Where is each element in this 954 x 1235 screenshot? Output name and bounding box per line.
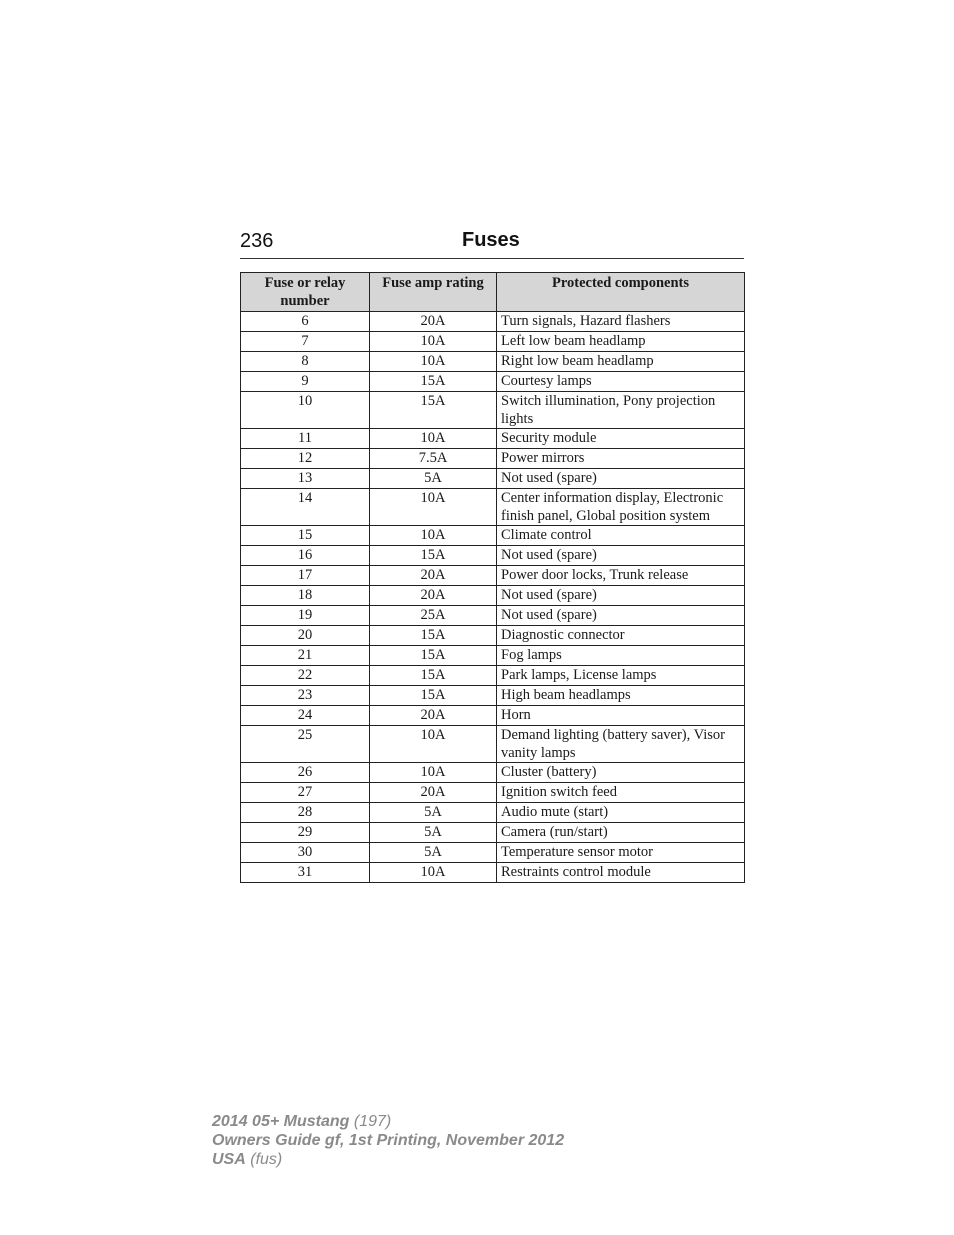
protected-components-cell: Security module xyxy=(497,429,745,449)
amp-rating-cell: 10A xyxy=(370,726,497,763)
fuse-number-cell: 12 xyxy=(241,449,370,469)
footer-line-3 xyxy=(212,1150,564,1169)
table-row xyxy=(241,626,745,646)
fuse-number-cell: 20 xyxy=(241,626,370,646)
protected-components-cell: Ignition switch feed xyxy=(497,783,745,803)
table-row xyxy=(241,823,745,843)
table-row xyxy=(241,606,745,626)
amp-rating-cell: 20A xyxy=(370,566,497,586)
amp-rating-cell: 10A xyxy=(370,763,497,783)
table-row xyxy=(241,843,745,863)
protected-components-cell: Left low beam headlamp xyxy=(497,332,745,352)
table-row xyxy=(241,392,745,429)
protected-components-cell: Park lamps, License lamps xyxy=(497,666,745,686)
fuse-number-cell: 17 xyxy=(241,566,370,586)
footer-line-1 xyxy=(212,1112,564,1131)
amp-rating-cell: 10A xyxy=(370,352,497,372)
protected-components-cell: Climate control xyxy=(497,526,745,546)
protected-components-cell: Not used (spare) xyxy=(497,469,745,489)
table-row xyxy=(241,566,745,586)
table-row xyxy=(241,763,745,783)
page-number: 236 xyxy=(240,230,274,252)
fuse-number-cell: 29 xyxy=(241,823,370,843)
amp-rating-cell: 15A xyxy=(370,546,497,566)
table-row xyxy=(241,783,745,803)
table-row xyxy=(241,686,745,706)
protected-components-cell: Right low beam headlamp xyxy=(497,352,745,372)
protected-components-cell: Not used (spare) xyxy=(497,546,745,566)
table-row xyxy=(241,352,745,372)
fuse-number-cell: 7 xyxy=(241,332,370,352)
amp-rating-cell: 10A xyxy=(370,429,497,449)
fuse-number-cell: 24 xyxy=(241,706,370,726)
footer-model-code: (197) xyxy=(353,1113,392,1130)
protected-components-cell: Turn signals, Hazard flashers xyxy=(497,312,745,332)
table-body xyxy=(241,312,745,883)
table-row xyxy=(241,429,745,449)
protected-components-cell: Restraints control module xyxy=(497,863,745,883)
protected-components-cell: Audio mute (start) xyxy=(497,803,745,823)
table-row xyxy=(241,546,745,566)
fuse-number-cell: 9 xyxy=(241,372,370,392)
column-header-fuse-number: Fuse or relay number xyxy=(241,273,370,312)
fuse-number-cell: 18 xyxy=(241,586,370,606)
protected-components-cell: Not used (spare) xyxy=(497,586,745,606)
table-row xyxy=(241,332,745,352)
fuse-number-cell: 11 xyxy=(241,429,370,449)
amp-rating-cell: 10A xyxy=(370,332,497,352)
amp-rating-cell: 15A xyxy=(370,372,497,392)
amp-rating-cell: 7.5A xyxy=(370,449,497,469)
fuse-number-cell: 22 xyxy=(241,666,370,686)
table-row xyxy=(241,449,745,469)
fuse-number-cell: 10 xyxy=(241,392,370,429)
table-header-row xyxy=(241,273,745,312)
amp-rating-cell: 20A xyxy=(370,312,497,332)
amp-rating-cell: 20A xyxy=(370,706,497,726)
protected-components-cell: Power mirrors xyxy=(497,449,745,469)
table-row xyxy=(241,469,745,489)
footer-line-2: Owners Guide gf, 1st Printing, November 2012 xyxy=(212,1132,565,1149)
table-row xyxy=(241,586,745,606)
amp-rating-cell: 10A xyxy=(370,863,497,883)
fuse-number-cell: 15 xyxy=(241,526,370,546)
protected-components-cell: Fog lamps xyxy=(497,646,745,666)
table-row xyxy=(241,863,745,883)
protected-components-cell: Power door locks, Trunk release xyxy=(497,566,745,586)
fuse-number-cell: 31 xyxy=(241,863,370,883)
protected-components-cell: Horn xyxy=(497,706,745,726)
protected-components-cell: Not used (spare) xyxy=(497,606,745,626)
footer-region: USA xyxy=(212,1151,246,1168)
fuse-number-cell: 21 xyxy=(241,646,370,666)
amp-rating-cell: 15A xyxy=(370,392,497,429)
page-header xyxy=(240,228,744,259)
table-row xyxy=(241,706,745,726)
table-row xyxy=(241,489,745,526)
protected-components-cell: Camera (run/start) xyxy=(497,823,745,843)
amp-rating-cell: 5A xyxy=(370,843,497,863)
protected-components-cell: Diagnostic connector xyxy=(497,626,745,646)
fuse-number-cell: 27 xyxy=(241,783,370,803)
footer-region-code: (fus) xyxy=(250,1151,283,1168)
amp-rating-cell: 5A xyxy=(370,823,497,843)
protected-components-cell: Courtesy lamps xyxy=(497,372,745,392)
amp-rating-cell: 15A xyxy=(370,626,497,646)
table-row xyxy=(241,372,745,392)
table-row xyxy=(241,666,745,686)
table-row xyxy=(241,646,745,666)
fuse-number-cell: 25 xyxy=(241,726,370,763)
document-footer xyxy=(212,1112,564,1169)
fuse-number-cell: 28 xyxy=(241,803,370,823)
protected-components-cell: Center information display, Electronic finish panel, Global position system xyxy=(497,489,745,526)
table-row xyxy=(241,526,745,546)
protected-components-cell: Demand lighting (battery saver), Visor vanity lamps xyxy=(497,726,745,763)
protected-components-cell: Temperature sensor motor xyxy=(497,843,745,863)
amp-rating-cell: 20A xyxy=(370,783,497,803)
amp-rating-cell: 15A xyxy=(370,646,497,666)
page-title: Fuses xyxy=(462,229,520,251)
protected-components-cell: Cluster (battery) xyxy=(497,763,745,783)
fuse-number-cell: 30 xyxy=(241,843,370,863)
amp-rating-cell: 25A xyxy=(370,606,497,626)
table-row xyxy=(241,803,745,823)
fuse-table xyxy=(240,272,745,883)
amp-rating-cell: 5A xyxy=(370,803,497,823)
protected-components-cell: Switch illumination, Pony projection lights xyxy=(497,392,745,429)
table-row xyxy=(241,726,745,763)
amp-rating-cell: 5A xyxy=(370,469,497,489)
column-header-amp-rating: Fuse amp rating xyxy=(370,273,497,312)
fuse-number-cell: 16 xyxy=(241,546,370,566)
amp-rating-cell: 15A xyxy=(370,686,497,706)
amp-rating-cell: 10A xyxy=(370,526,497,546)
fuse-number-cell: 19 xyxy=(241,606,370,626)
fuse-number-cell: 13 xyxy=(241,469,370,489)
amp-rating-cell: 15A xyxy=(370,666,497,686)
fuse-number-cell: 14 xyxy=(241,489,370,526)
fuse-number-cell: 6 xyxy=(241,312,370,332)
fuse-number-cell: 23 xyxy=(241,686,370,706)
amp-rating-cell: 10A xyxy=(370,489,497,526)
footer-model: 2014 05+ Mustang xyxy=(212,1113,350,1130)
fuse-number-cell: 8 xyxy=(241,352,370,372)
fuse-number-cell: 26 xyxy=(241,763,370,783)
protected-components-cell: High beam headlamps xyxy=(497,686,745,706)
amp-rating-cell: 20A xyxy=(370,586,497,606)
column-header-protected-components: Protected components xyxy=(497,273,745,312)
table-row xyxy=(241,312,745,332)
